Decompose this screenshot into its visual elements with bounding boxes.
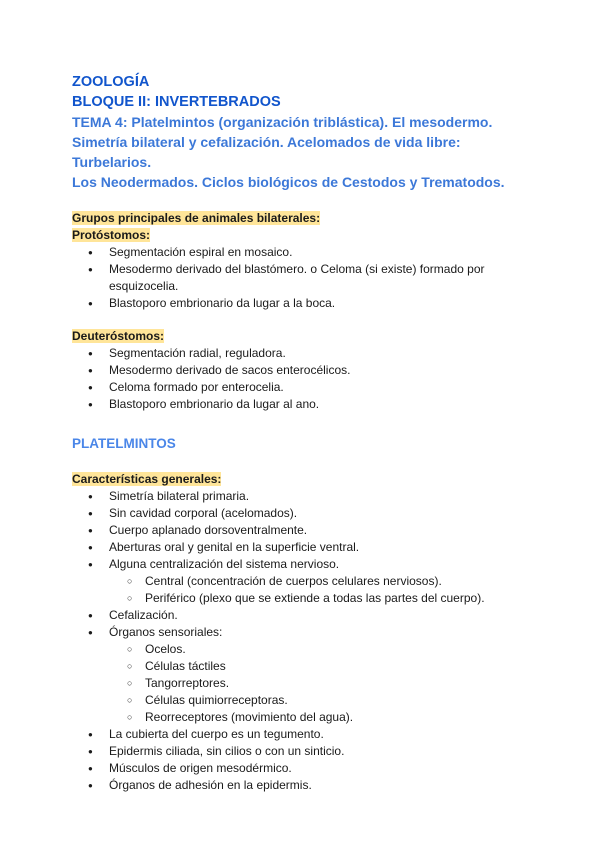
course-title: ZOOLOGÍA <box>72 74 150 90</box>
sub-list-item: ○ Células táctiles <box>72 658 542 675</box>
list-item: ● Aberturas oral y genital en la superficie ventral. <box>72 539 542 556</box>
list-item: ● Órganos de adhesión en la epidermis. <box>72 777 542 794</box>
sub-list-item: ○ Central (concentración de cuerpos celulares nerviosos). <box>72 573 542 590</box>
list-item: ● Blastoporo embrionario da lugar al ano. <box>72 396 542 413</box>
protostomos-heading: Protóstomos: <box>72 228 150 242</box>
list-item: ● Mesodermo derivado de sacos enterocélicos. <box>72 362 542 379</box>
list-item-continuation: esquizocelia. <box>109 279 179 293</box>
list-item: ● Órganos sensoriales: <box>72 624 542 641</box>
list-item: ● Celoma formado por enterocelia. <box>72 379 542 396</box>
list-item: ● Cefalización. <box>72 607 542 624</box>
grupos-heading: Grupos principales de animales bilaterales: <box>72 211 321 225</box>
deuterostomos-list <box>72 345 542 413</box>
caracteristicas-heading: Características generales: <box>72 472 222 486</box>
list-item: ● Mesodermo derivado del blastómero. o Celoma (si existe) formado por <box>72 261 542 278</box>
list-item: ● Segmentación espiral en mosaico. <box>72 244 542 261</box>
list-item: ● Sin cavidad corporal (acelomados). <box>72 505 542 522</box>
block-title: BLOQUE II: INVERTEBRADOS <box>72 94 281 110</box>
deuterostomos-heading: Deuteróstomos: <box>72 329 165 343</box>
protostomos-list <box>72 244 542 312</box>
list-item: ● Segmentación radial, reguladora. <box>72 345 542 362</box>
list-item: ● Simetría bilateral primaria. <box>72 488 542 505</box>
list-item: ● Alguna centralización del sistema nervioso. <box>72 556 542 573</box>
tema-line-3: Los Neodermados. Ciclos biológicos de Cestodos y Trematodos. <box>72 174 505 190</box>
sub-list-item: ○ Tangorreptores. <box>72 675 542 692</box>
list-item: ● Músculos de origen mesodérmico. <box>72 760 542 777</box>
list-item: ● Blastoporo embrionario da lugar a la boca. <box>72 295 542 312</box>
sub-list-item: ○ Células quimiorreceptoras. <box>72 692 542 709</box>
tema-line-1: TEMA 4: Platelmintos (organización triblástica). El mesodermo. <box>72 114 493 130</box>
list-item: ● Epidermis ciliada, sin cilios o con un sinticio. <box>72 743 542 760</box>
caracteristicas-list <box>72 488 542 794</box>
tema-line-2: Simetría bilateral y cefalización. Acelomados de vida libre: Turbelarios. <box>72 134 461 170</box>
sub-list-item: ○ Reorreceptores (movimiento del agua). <box>72 709 542 726</box>
list-item: ● La cubierta del cuerpo es un tegumento. <box>72 726 542 743</box>
list-item: ● Cuerpo aplanado dorsoventralmente. <box>72 522 542 539</box>
platelmintos-heading: PLATELMINTOS <box>72 436 176 451</box>
document-page <box>72 72 542 794</box>
sub-list-item: ○ Periférico (plexo que se extiende a todas las partes del cuerpo). <box>72 590 542 607</box>
sub-list-item: ○ Ocelos. <box>72 641 542 658</box>
